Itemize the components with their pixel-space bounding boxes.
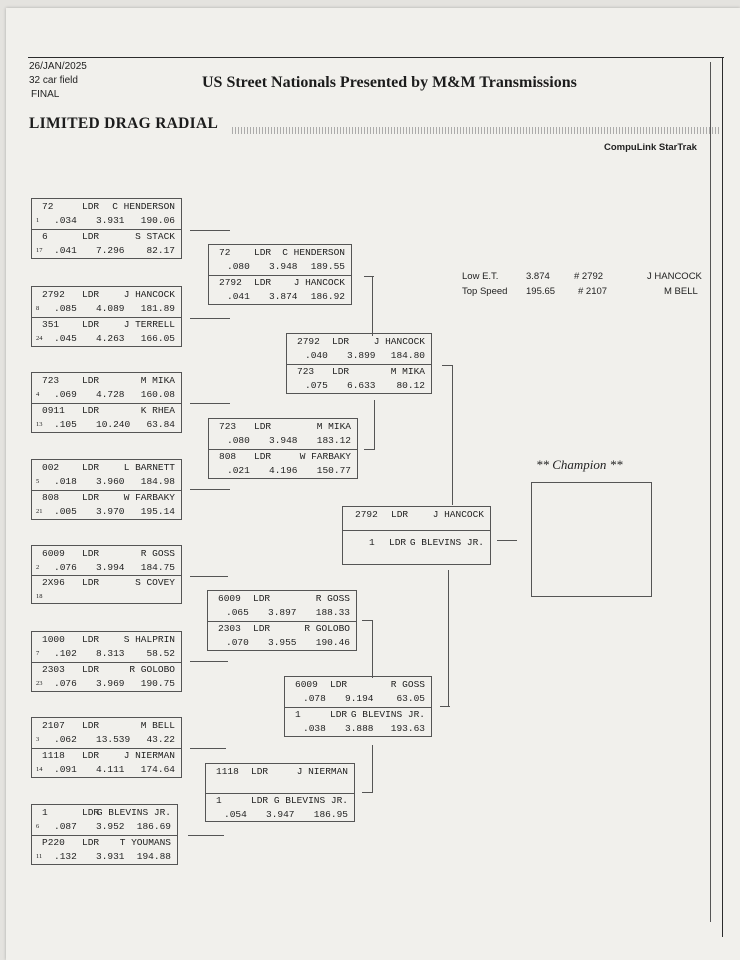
speed-mph: 184.75 <box>140 562 175 573</box>
car-number: 808 <box>42 492 60 503</box>
frame-line-top <box>28 57 724 58</box>
speed-mph: 58.52 <box>146 648 175 659</box>
class-code: LDR <box>82 548 100 559</box>
entry-id-row <box>209 276 351 290</box>
entry-id-row <box>32 749 181 763</box>
entry-id-row <box>32 318 181 332</box>
entry-id-row <box>32 806 177 820</box>
final-bottom-row <box>343 536 490 550</box>
driver-name: S HALPRIN <box>123 634 175 645</box>
class-code: LDR <box>82 577 100 588</box>
entry-time-row <box>206 808 354 822</box>
reaction-time: .034 <box>54 215 77 226</box>
champion-label: ** Champion ** <box>536 457 623 472</box>
speed-mph: 43.22 <box>146 734 175 745</box>
bracket-line <box>497 540 517 541</box>
round1-match <box>31 631 182 692</box>
bracket-line <box>372 620 373 678</box>
class-code: LDR <box>254 451 272 462</box>
seed-number: 21 <box>36 508 43 515</box>
elapsed-time: 3.952 <box>96 821 125 832</box>
bracket-line <box>190 748 226 749</box>
bracket-line <box>190 661 228 662</box>
speed-mph: 150.77 <box>316 465 351 476</box>
seed-number: 5 <box>36 478 40 485</box>
speed-mph: 190.75 <box>140 678 175 689</box>
top-speed-label: Top Speed <box>462 286 508 297</box>
driver-name: R GOLOBO <box>304 623 350 634</box>
speed-mph: 184.80 <box>390 350 425 361</box>
title-underline <box>232 127 720 134</box>
low-et-car: # 2792 <box>574 271 604 282</box>
speed-mph: 80.12 <box>396 380 425 391</box>
driver-name: R GOLOBO <box>129 664 175 675</box>
elapsed-time: 3.874 <box>269 291 298 302</box>
class-code: LDR <box>330 679 348 690</box>
speed-mph: 174.64 <box>140 764 175 775</box>
entry-time-row <box>32 561 181 575</box>
reaction-time: .038 <box>303 723 326 734</box>
reaction-time: .005 <box>54 506 77 517</box>
reaction-time: .087 <box>54 821 77 832</box>
entry-id-row <box>32 719 181 733</box>
elapsed-time: 4.196 <box>269 465 298 476</box>
car-number: 351 <box>42 319 60 330</box>
entry-time-row <box>209 290 351 304</box>
speed-mph: 186.92 <box>310 291 345 302</box>
class-code: LDR <box>82 375 100 386</box>
entry-id-row <box>209 246 351 260</box>
elapsed-time: 9.194 <box>345 693 374 704</box>
reaction-time: .021 <box>227 465 250 476</box>
driver-name: C HENDERSON <box>282 247 345 258</box>
speed-mph: 166.05 <box>140 333 175 344</box>
elapsed-time: 4.089 <box>96 303 125 314</box>
speed-mph: 190.06 <box>140 215 175 226</box>
elapsed-time: 3.947 <box>266 809 295 820</box>
brand-label: CompuLink StarTrak <box>604 142 697 153</box>
car-number: 1 <box>216 795 222 806</box>
driver-name: W FARBAKY <box>123 492 175 503</box>
seed-number: 1 <box>36 217 40 224</box>
speed-mph: 188.33 <box>315 607 350 618</box>
bracket-line <box>190 489 230 490</box>
entry-time-row <box>32 475 181 489</box>
entry-time-row <box>32 763 181 777</box>
car-number: P220 <box>42 837 65 848</box>
reaction-time: .085 <box>54 303 77 314</box>
car-number: 723 <box>297 366 315 377</box>
seed-number: 7 <box>36 650 40 657</box>
car-number: 6009 <box>218 593 241 604</box>
entry-time-row <box>209 260 351 274</box>
driver-name: T YOUMANS <box>119 837 171 848</box>
reaction-time: .102 <box>54 648 77 659</box>
class-code: LDR <box>82 634 100 645</box>
car-number: 723 <box>219 421 237 432</box>
entry-id-row <box>287 335 431 349</box>
entry-id-row <box>285 708 431 722</box>
round1-match <box>31 545 182 604</box>
elapsed-time: 3.948 <box>269 435 298 446</box>
speed-mph: 184.98 <box>140 476 175 487</box>
bracket-line <box>362 792 372 793</box>
bracket-line <box>440 706 450 707</box>
driver-name: M BELL <box>140 720 175 731</box>
seed-number: 6 <box>36 823 40 830</box>
bracket-line <box>190 318 230 319</box>
round1-match <box>31 459 182 520</box>
seed-number: 13 <box>36 421 43 428</box>
class-code: LDR <box>82 462 100 473</box>
reaction-time: .045 <box>54 333 77 344</box>
reaction-time: .041 <box>54 245 77 256</box>
driver-name: J HANCOCK <box>432 509 484 520</box>
round2-match <box>208 244 352 305</box>
class-code: LDR <box>82 405 100 416</box>
driver-name: J HANCOCK <box>373 336 425 347</box>
entry-id-row <box>209 420 357 434</box>
field-size: 32 car field <box>29 75 78 86</box>
bracket-line <box>448 570 449 706</box>
semifinal-match <box>284 676 432 737</box>
bracket-line <box>372 276 373 336</box>
round1-match <box>31 286 182 347</box>
top-speed-driver: M BELL <box>664 286 698 297</box>
class-code: LDR <box>82 492 100 503</box>
entry-time-row <box>32 418 181 432</box>
car-number: 2792 <box>355 509 378 520</box>
car-number: 2303 <box>218 623 241 634</box>
driver-name: G BLEVINS JR. <box>409 537 484 548</box>
seed-number: 2 <box>36 564 40 571</box>
driver-name: C HENDERSON <box>112 201 175 212</box>
reaction-time: .080 <box>227 261 250 272</box>
entry-id-row <box>209 450 357 464</box>
elapsed-time: 6.633 <box>347 380 376 391</box>
class-code: LDR <box>82 289 100 300</box>
reaction-time: .078 <box>303 693 326 704</box>
car-number: 0911 <box>42 405 65 416</box>
entry-time-row <box>32 388 181 402</box>
elapsed-time: 3.897 <box>268 607 297 618</box>
entry-id-row <box>32 404 181 418</box>
speed-mph: 63.84 <box>146 419 175 430</box>
event-date: 26/JAN/2025 <box>29 61 87 72</box>
entry-id-row <box>32 491 181 505</box>
low-et-value: 3.874 <box>526 271 550 282</box>
car-number: 72 <box>42 201 54 212</box>
class-code: LDR <box>251 766 269 777</box>
seed-number: 23 <box>36 680 43 687</box>
driver-name: J HANCOCK <box>123 289 175 300</box>
entry-time-row <box>32 820 177 834</box>
round1-match <box>31 198 182 259</box>
round1-match <box>31 804 178 865</box>
elapsed-time: 7.296 <box>96 245 125 256</box>
class-code: LDR <box>82 807 100 818</box>
entry-time-row <box>209 434 357 448</box>
speed-mph: 160.08 <box>140 389 175 400</box>
reaction-time: .069 <box>54 389 77 400</box>
class-code: LDR <box>82 837 100 848</box>
entry-time-row <box>209 464 357 478</box>
class-code: LDR <box>391 509 409 520</box>
elapsed-time: 4.728 <box>96 389 125 400</box>
elapsed-time: 4.263 <box>96 333 125 344</box>
elapsed-time: 3.931 <box>96 851 125 862</box>
entry-time-row <box>32 677 181 691</box>
driver-name: J TERRELL <box>123 319 175 330</box>
car-number: 1 <box>369 537 375 548</box>
entry-id-row <box>32 836 177 850</box>
entry-id-row <box>32 547 181 561</box>
driver-name: M MIKA <box>390 366 425 377</box>
top-speed-car: # 2107 <box>578 286 608 297</box>
car-number: 1 <box>42 807 48 818</box>
bracket-line <box>190 230 230 231</box>
entry-id-row <box>208 622 356 636</box>
reaction-time: .062 <box>54 734 77 745</box>
driver-name: M MIKA <box>140 375 175 386</box>
seed-number: 18 <box>36 593 43 600</box>
entry-time-row <box>32 505 181 519</box>
seed-number: 14 <box>36 766 43 773</box>
reaction-time: .091 <box>54 764 77 775</box>
car-number: 002 <box>42 462 60 473</box>
bracket-line <box>190 403 230 404</box>
speed-mph: 193.63 <box>390 723 425 734</box>
seed-number: 8 <box>36 305 40 312</box>
entry-time-row <box>287 379 431 393</box>
seed-number: 17 <box>36 247 43 254</box>
reaction-time: .018 <box>54 476 77 487</box>
final-match <box>342 506 491 565</box>
driver-name: L BARNETT <box>123 462 175 473</box>
event-title: US Street Nationals Presented by M&M Transmissions <box>202 74 577 91</box>
car-number: 6009 <box>295 679 318 690</box>
driver-name: G BLEVINS JR. <box>350 709 425 720</box>
reaction-time: .076 <box>54 678 77 689</box>
speed-mph: 63.05 <box>396 693 425 704</box>
entry-time-row <box>32 214 181 228</box>
entry-time-row <box>208 636 356 650</box>
driver-name: M MIKA <box>316 421 351 432</box>
reaction-time: .132 <box>54 851 77 862</box>
car-number: 6009 <box>42 548 65 559</box>
driver-name: R GOSS <box>315 593 350 604</box>
entry-divider <box>343 530 490 531</box>
entry-time-row <box>208 606 356 620</box>
frame-line-right <box>722 57 723 937</box>
speed-mph: 189.55 <box>310 261 345 272</box>
car-number: 808 <box>219 451 237 462</box>
car-number: 2303 <box>42 664 65 675</box>
class-code: LDR <box>332 336 350 347</box>
car-number: 1118 <box>216 766 239 777</box>
car-number: 1 <box>295 709 301 720</box>
class-code: LDR <box>82 201 100 212</box>
bracket-line <box>362 620 372 621</box>
entry-id-row <box>32 230 181 244</box>
reaction-time: .041 <box>227 291 250 302</box>
car-number: 2792 <box>219 277 242 288</box>
elapsed-time: 3.948 <box>269 261 298 272</box>
driver-name: J NIERMAN <box>296 766 348 777</box>
seed-number: 3 <box>36 736 40 743</box>
bracket-line <box>188 835 224 836</box>
car-number: 2792 <box>297 336 320 347</box>
reaction-time: .076 <box>54 562 77 573</box>
entry-id-row <box>32 633 181 647</box>
driver-name: G BLEVINS JR. <box>96 807 171 818</box>
class-code: LDR <box>253 623 271 634</box>
entry-time-row <box>32 244 181 258</box>
round1-match <box>31 372 182 433</box>
entry-id-row <box>206 765 354 779</box>
elapsed-time: 10.240 <box>96 419 131 430</box>
elapsed-time: 4.111 <box>96 764 125 775</box>
seed-number: 4 <box>36 391 40 398</box>
class-title: LIMITED DRAG RADIAL <box>29 115 219 132</box>
elapsed-time: 3.955 <box>268 637 297 648</box>
entry-id-row <box>32 576 181 590</box>
driver-name: R GOSS <box>140 548 175 559</box>
frame-line-right-inner <box>710 62 711 922</box>
entry-time-row <box>32 850 177 864</box>
entry-time-row <box>32 647 181 661</box>
class-code: LDR <box>253 593 271 604</box>
entry-id-row <box>32 200 181 214</box>
class-code: LDR <box>251 795 269 806</box>
car-number: 72 <box>219 247 231 258</box>
elapsed-time: 3.899 <box>347 350 376 361</box>
reaction-time: .040 <box>305 350 328 361</box>
bracket-line <box>374 400 375 450</box>
class-code: LDR <box>332 366 350 377</box>
class-code: LDR <box>330 709 348 720</box>
entry-time-row <box>287 349 431 363</box>
seed-number: 24 <box>36 335 43 342</box>
driver-name: W FARBAKY <box>299 451 351 462</box>
round-label: FINAL <box>31 89 60 100</box>
driver-name: J NIERMAN <box>123 750 175 761</box>
car-number: 1000 <box>42 634 65 645</box>
car-number: 2107 <box>42 720 65 731</box>
entry-id-row <box>206 794 354 808</box>
class-code: LDR <box>82 720 100 731</box>
entry-id-row <box>285 678 431 692</box>
speed-mph: 82.17 <box>146 245 175 256</box>
entry-id-row <box>32 461 181 475</box>
entry-id-row <box>208 592 356 606</box>
elapsed-time: 8.313 <box>96 648 125 659</box>
class-code: LDR <box>389 537 407 548</box>
driver-name: G BLEVINS JR. <box>273 795 348 806</box>
driver-name: S COVEY <box>135 577 175 588</box>
reaction-time: .065 <box>226 607 249 618</box>
reaction-time: .075 <box>305 380 328 391</box>
driver-name: S STACK <box>135 231 175 242</box>
elapsed-time: 3.931 <box>96 215 125 226</box>
bracket-line <box>452 365 453 505</box>
entry-time-row <box>32 302 181 316</box>
elapsed-time: 3.970 <box>96 506 125 517</box>
entry-time-row <box>32 733 181 747</box>
speed-mph: 186.95 <box>313 809 348 820</box>
car-number: 2792 <box>42 289 65 300</box>
round2-match <box>208 418 358 479</box>
entry-id-row <box>32 663 181 677</box>
bracket-line <box>372 745 373 793</box>
reaction-time: .070 <box>226 637 249 648</box>
entry-time-row <box>32 332 181 346</box>
car-number: 2X96 <box>42 577 65 588</box>
top-speed-value: 195.65 <box>526 286 556 297</box>
entry-id-row <box>32 288 181 302</box>
speed-mph: 195.14 <box>140 506 175 517</box>
entry-time-row <box>285 692 431 706</box>
speed-mph: 181.89 <box>140 303 175 314</box>
bracket-line <box>442 365 452 366</box>
semifinal-match <box>286 333 432 394</box>
class-code: LDR <box>82 750 100 761</box>
entry-time-row <box>285 722 431 736</box>
elapsed-time: 3.960 <box>96 476 125 487</box>
driver-name: R GOSS <box>390 679 425 690</box>
car-number: 723 <box>42 375 60 386</box>
entry-time-row <box>32 590 181 604</box>
elapsed-time: 3.969 <box>96 678 125 689</box>
final-top-row <box>343 508 490 522</box>
class-code: LDR <box>82 231 100 242</box>
entry-id-row <box>287 365 431 379</box>
elapsed-time: 13.539 <box>96 734 131 745</box>
class-code: LDR <box>82 319 100 330</box>
driver-name: J HANCOCK <box>293 277 345 288</box>
bracket-line <box>190 576 228 577</box>
car-number: 1118 <box>42 750 65 761</box>
class-code: LDR <box>254 247 272 258</box>
seed-number: 11 <box>36 853 43 860</box>
reaction-time: .105 <box>54 419 77 430</box>
elapsed-time: 3.888 <box>345 723 374 734</box>
elapsed-time: 3.994 <box>96 562 125 573</box>
round2-match <box>207 590 357 651</box>
speed-mph: 186.69 <box>136 821 171 832</box>
entry-id-row <box>32 374 181 388</box>
class-code: LDR <box>254 277 272 288</box>
class-code: LDR <box>254 421 272 432</box>
reaction-time: .054 <box>224 809 247 820</box>
champion-box <box>531 482 652 597</box>
entry-time-row <box>206 779 354 793</box>
round1-match <box>31 717 182 778</box>
car-number: 6 <box>42 231 48 242</box>
low-et-label: Low E.T. <box>462 271 499 282</box>
class-code: LDR <box>82 664 100 675</box>
driver-name: K RHEA <box>140 405 175 416</box>
speed-mph: 183.12 <box>316 435 351 446</box>
speed-mph: 194.88 <box>136 851 171 862</box>
bracket-line <box>364 449 374 450</box>
reaction-time: .080 <box>227 435 250 446</box>
low-et-driver: J HANCOCK <box>647 271 702 282</box>
speed-mph: 190.46 <box>315 637 350 648</box>
round2-match <box>205 763 355 822</box>
